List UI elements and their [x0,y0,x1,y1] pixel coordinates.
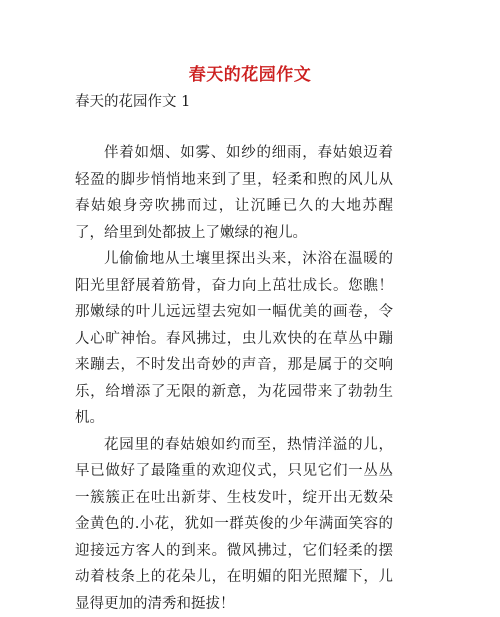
document-title: 春天的花园作文 [0,64,500,86]
document-body [75,140,393,617]
paragraph: 伴着如烟、如雾、如纱的细雨，春姑娘迈着轻盈的脚步悄悄地来到了里，轻柔和煦的风儿从春姑娘身旁吹拂而过，让沉睡已久的大地苏醒了，给里到处都披上了嫩绿的袍儿。 [75,140,393,246]
paragraph: 儿偷偷地从土壤里探出头来，沐浴在温暖的阳光里舒展着筋骨，奋力向上茁壮成长。您瞧！那嫩绿的叶儿远远望去宛如一幅优美的画卷，令人心旷神怡。春风拂过，虫儿欢快的在草丛中蹦来蹦去，不时发出奇妙的声音，那是属于的交响乐，给增添了无限的新意，为花园带来了勃勃生机。 [75,246,393,432]
document-subtitle: 春天的花园作文 1 [75,91,190,113]
paragraph: 花园里的春姑娘如约而至，热情洋溢的儿，早已做好了最隆重的欢迎仪式，只见它们一丛丛一簇簇正在吐出新芽、生枝发叶，绽开出无数朵金黄色的.小花，犹如一群英俊的少年满面笑容的迎接远方客人的到来。微风拂过，它们轻柔的摆动着枝条上的花朵儿，在明媚的阳光照耀下，儿显得更加的清秀和挺拔！ [75,432,393,617]
